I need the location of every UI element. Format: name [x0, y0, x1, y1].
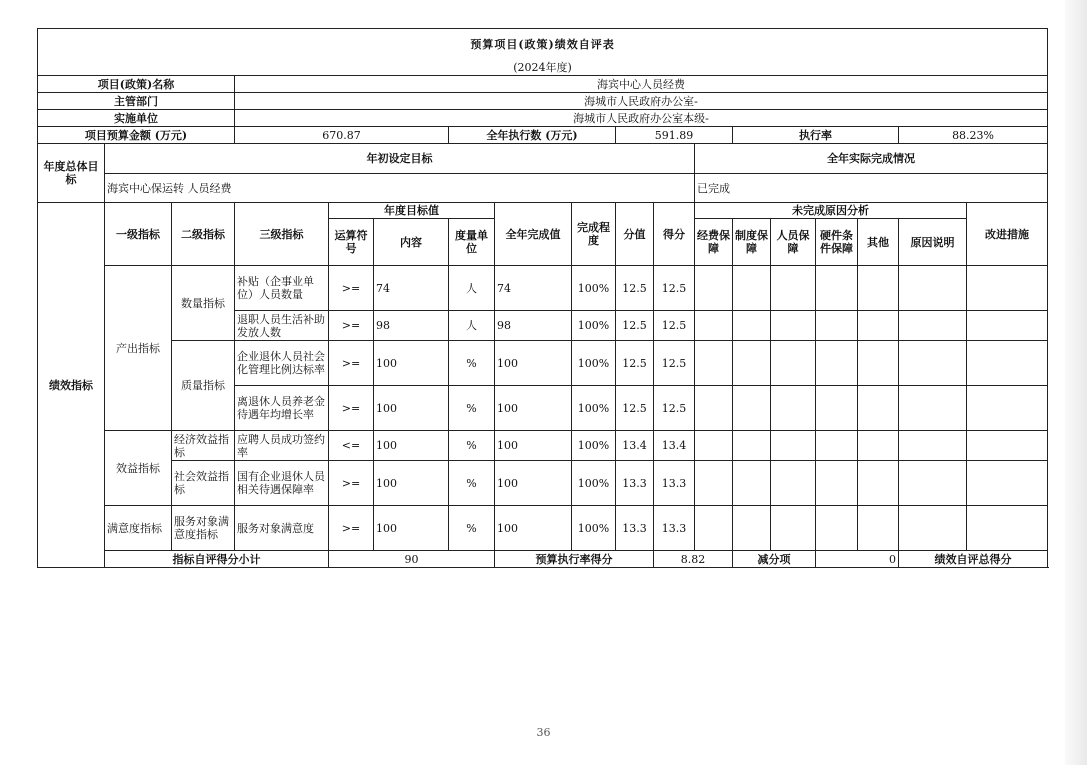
- empty-cell: [771, 431, 816, 461]
- empty-cell: [695, 341, 733, 386]
- indicator-operator: >=: [329, 341, 374, 386]
- indicator-content: 100: [374, 461, 449, 506]
- empty-cell: [733, 431, 771, 461]
- empty-cell: [899, 386, 967, 431]
- indicator-name: 企业退休人员社会化管理比例达标率: [235, 341, 329, 386]
- group-satisfaction: 满意度指标: [105, 506, 172, 551]
- empty-cell: [967, 506, 1048, 551]
- empty-cell: [771, 311, 816, 341]
- page-number: 36: [536, 726, 551, 739]
- empty-cell: [967, 341, 1048, 386]
- empty-cell: [858, 506, 899, 551]
- indicator-value: 12.5: [616, 311, 654, 341]
- indicator-actual: 100: [495, 341, 572, 386]
- indicator-name: 国有企业退休人员相关待遇保障率: [235, 461, 329, 506]
- indicator-actual: 98: [495, 311, 572, 341]
- indicator-unit: %: [449, 506, 495, 551]
- empty-cell: [771, 341, 816, 386]
- indicator-score: 12.5: [654, 386, 695, 431]
- indicator-completion: 100%: [572, 266, 616, 311]
- self-evaluation-table: [37, 28, 1048, 568]
- indicator-completion: 100%: [572, 311, 616, 341]
- indicator-content: 100: [374, 341, 449, 386]
- indicator-content: 100: [374, 506, 449, 551]
- empty-cell: [771, 461, 816, 506]
- empty-cell: [899, 311, 967, 341]
- budget-rate-score-label: 预算执行率得分: [495, 551, 654, 568]
- rate-value: 88.23%: [899, 127, 1048, 144]
- indicator-name: 离退休人员养老金待遇年均增长率: [235, 386, 329, 431]
- indicator-operator: >=: [329, 506, 374, 551]
- empty-cell: [816, 311, 858, 341]
- group-output: 产出指标: [105, 266, 172, 431]
- reason-fund-header: 经费保障: [695, 219, 733, 266]
- empty-cell: [733, 386, 771, 431]
- empty-cell: [695, 461, 733, 506]
- empty-cell: [771, 266, 816, 311]
- indicator-content: 98: [374, 311, 449, 341]
- level1-header: 一级指标: [105, 203, 172, 266]
- overall-target-label: 年度总体目标: [38, 144, 105, 203]
- indicator-operator: >=: [329, 386, 374, 431]
- indicator-score: 12.5: [654, 311, 695, 341]
- empty-cell: [858, 461, 899, 506]
- group-quality: 质量指标: [172, 341, 235, 431]
- empty-cell: [858, 386, 899, 431]
- unit-label: 实施单位: [38, 110, 235, 127]
- indicator-completion: 100%: [572, 506, 616, 551]
- group-benefit: 效益指标: [105, 431, 172, 506]
- empty-cell: [733, 266, 771, 311]
- budget-rate-score-value: 8.82: [654, 551, 733, 568]
- indicator-score: 13.4: [654, 431, 695, 461]
- indicator-value: 12.5: [616, 341, 654, 386]
- indicator-actual: 74: [495, 266, 572, 311]
- operator-header: 运算符号: [329, 219, 374, 266]
- indicator-score: 12.5: [654, 266, 695, 311]
- empty-cell: [816, 386, 858, 431]
- budget-value: 670.87: [235, 127, 449, 144]
- indicator-score: 12.5: [654, 341, 695, 386]
- empty-cell: [899, 266, 967, 311]
- indicator-name: 应聘人员成功签约率: [235, 431, 329, 461]
- indicator-actual: 100: [495, 461, 572, 506]
- empty-cell: [816, 461, 858, 506]
- dept-label: 主管部门: [38, 93, 235, 110]
- indicator-name: 补贴（企事业单位）人员数量: [235, 266, 329, 311]
- indicator-actual: 100: [495, 386, 572, 431]
- indicator-score: 13.3: [654, 461, 695, 506]
- indicator-unit: 人: [449, 311, 495, 341]
- indicator-operator: >=: [329, 461, 374, 506]
- indicator-operator: >=: [329, 266, 374, 311]
- indicator-unit: %: [449, 386, 495, 431]
- empty-cell: [695, 266, 733, 311]
- indicator-value: 13.4: [616, 431, 654, 461]
- unit-header: 度量单位: [449, 219, 495, 266]
- indicator-completion: 100%: [572, 461, 616, 506]
- indicator-actual: 100: [495, 431, 572, 461]
- empty-cell: [771, 386, 816, 431]
- year-subtitle: (2024年度): [38, 59, 1048, 76]
- project-name-label: 项目(政策)名称: [38, 76, 235, 93]
- actual-completion-header: 全年实际完成情况: [695, 144, 1048, 174]
- indicator-name: 退职人员生活补助发放人数: [235, 311, 329, 341]
- empty-cell: [967, 431, 1048, 461]
- reason-note-header: 原因说明: [899, 219, 967, 266]
- indicator-operator: <=: [329, 431, 374, 461]
- empty-cell: [733, 311, 771, 341]
- deduction-value: 0: [816, 551, 899, 568]
- group-service-satisfaction: 服务对象满意度指标: [172, 506, 235, 551]
- executed-value: 591.89: [616, 127, 733, 144]
- completion-header: 完成程度: [572, 203, 616, 266]
- indicator-unit: %: [449, 341, 495, 386]
- subtotal-label: 指标自评得分小计: [105, 551, 329, 568]
- indicator-value: 13.3: [616, 461, 654, 506]
- indicator-unit: %: [449, 431, 495, 461]
- level2-header: 二级指标: [172, 203, 235, 266]
- indicator-actual: 100: [495, 506, 572, 551]
- reason-staff-header: 人员保障: [771, 219, 816, 266]
- subtotal-value: 90: [329, 551, 495, 568]
- deduction-label: 减分项: [733, 551, 816, 568]
- actual-completion-text: 已完成: [695, 174, 1048, 203]
- empty-cell: [967, 461, 1048, 506]
- empty-cell: [858, 341, 899, 386]
- indicator-unit: %: [449, 461, 495, 506]
- indicator-score: 13.3: [654, 506, 695, 551]
- empty-cell: [816, 431, 858, 461]
- empty-cell: [858, 266, 899, 311]
- empty-cell: [967, 266, 1048, 311]
- improve-header: 改进措施: [967, 203, 1048, 266]
- empty-cell: [858, 431, 899, 461]
- page-title: 预算项目(政策)绩效自评表: [38, 29, 1048, 60]
- budget-label: 项目预算金额 (万元): [38, 127, 235, 144]
- indicator-content: 100: [374, 386, 449, 431]
- empty-cell: [695, 506, 733, 551]
- reason-hardware-header: 硬件条件保障: [816, 219, 858, 266]
- empty-cell: [816, 506, 858, 551]
- empty-cell: [858, 311, 899, 341]
- initial-target-text: 海宾中心保运转 人员经费: [105, 174, 695, 203]
- indicator-unit: 人: [449, 266, 495, 311]
- rate-label: 执行率: [733, 127, 899, 144]
- total-score-label: 绩效自评总得分: [899, 551, 1048, 568]
- empty-cell: [695, 431, 733, 461]
- annual-target-header: 年度目标值: [329, 203, 495, 219]
- indicator-content: 100: [374, 431, 449, 461]
- dept-value: 海城市人民政府办公室-: [235, 93, 1048, 110]
- reason-analysis-header: 未完成原因分析: [695, 203, 967, 219]
- initial-target-header: 年初设定目标: [105, 144, 695, 174]
- empty-cell: [771, 506, 816, 551]
- indicator-value: 12.5: [616, 266, 654, 311]
- empty-cell: [899, 506, 967, 551]
- perf-indicator-label: 绩效指标: [38, 203, 105, 568]
- empty-cell: [733, 506, 771, 551]
- level3-header: 三级指标: [235, 203, 329, 266]
- group-economic: 经济效益指标: [172, 431, 235, 461]
- paper-edge-shadow: [1065, 0, 1087, 765]
- indicator-value: 12.5: [616, 386, 654, 431]
- empty-cell: [967, 311, 1048, 341]
- indicator-name: 服务对象满意度: [235, 506, 329, 551]
- indicator-completion: 100%: [572, 341, 616, 386]
- empty-cell: [967, 386, 1048, 431]
- empty-cell: [695, 386, 733, 431]
- empty-cell: [899, 461, 967, 506]
- actual-header: 全年完成值: [495, 203, 572, 266]
- empty-cell: [816, 266, 858, 311]
- score-value-header: 分值: [616, 203, 654, 266]
- unit-value: 海城市人民政府办公室本级-: [235, 110, 1048, 127]
- reason-system-header: 制度保障: [733, 219, 771, 266]
- indicator-value: 13.3: [616, 506, 654, 551]
- empty-cell: [899, 341, 967, 386]
- empty-cell: [816, 341, 858, 386]
- project-name-value: 海宾中心人员经费: [235, 76, 1048, 93]
- empty-cell: [695, 311, 733, 341]
- empty-cell: [899, 431, 967, 461]
- reason-other-header: 其他: [858, 219, 899, 266]
- empty-cell: [733, 461, 771, 506]
- group-quantity: 数量指标: [172, 266, 235, 341]
- executed-label: 全年执行数 (万元): [449, 127, 616, 144]
- content-header: 内容: [374, 219, 449, 266]
- group-social: 社会效益指标: [172, 461, 235, 506]
- score-header: 得分: [654, 203, 695, 266]
- indicator-completion: 100%: [572, 431, 616, 461]
- indicator-operator: >=: [329, 311, 374, 341]
- indicator-content: 74: [374, 266, 449, 311]
- empty-cell: [733, 341, 771, 386]
- indicator-completion: 100%: [572, 386, 616, 431]
